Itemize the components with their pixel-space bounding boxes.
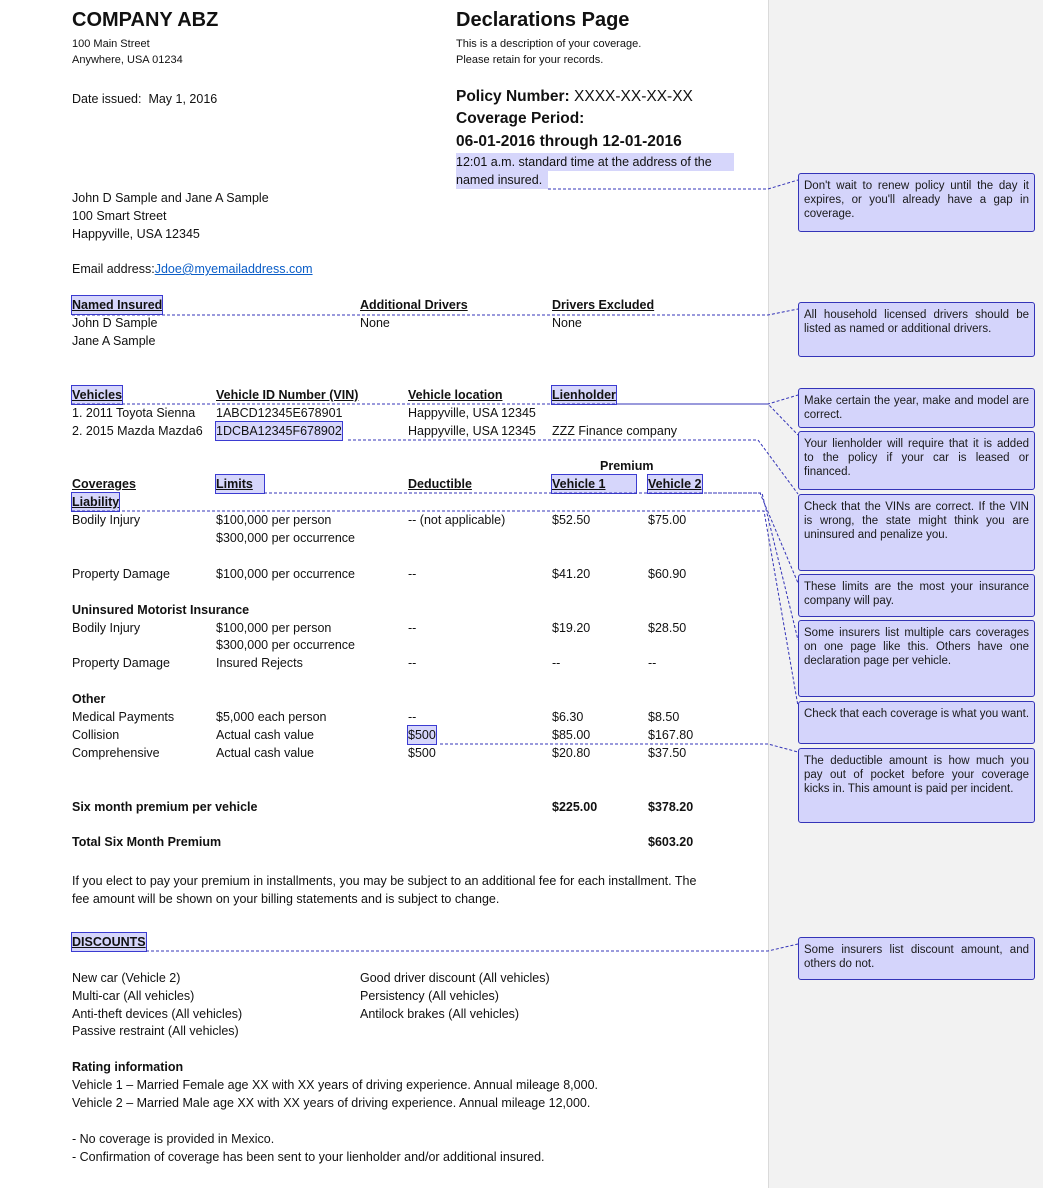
um-property-v2: -- <box>648 656 657 670</box>
collision-limit1: Actual cash value <box>216 728 314 742</box>
bodily-injury-v1: $52.50 <box>552 513 591 527</box>
comprehensive-deductible: $500 <box>408 746 436 760</box>
liability-label: Liability <box>72 495 120 509</box>
vehicle-1-location: Happyville, USA 12345 <box>408 406 536 420</box>
vin-header: Vehicle ID Number (VIN) <box>216 388 359 402</box>
vehicle-1-header: Vehicle 1 <box>552 475 636 493</box>
discount-passive-restraint: Passive restraint (All vehicles) <box>72 1024 239 1038</box>
six-month-v1: $225.00 <box>552 800 598 814</box>
premium-label: Premium <box>600 459 654 473</box>
email-link[interactable]: Jdoe@myemailaddress.com <box>154 262 313 276</box>
collision-name: Collision <box>72 728 120 742</box>
uninsured-label: Uninsured Motorist Insurance <box>72 603 250 617</box>
comment-household-drivers: All household licensed drivers should be listed as named or additional drivers. <box>798 302 1035 357</box>
comment-year-make-model: Make certain the year, make and model are correct. <box>798 388 1035 428</box>
vehicle-2-lienholder: ZZZ Finance company <box>552 424 678 438</box>
property-damage-deductible: -- <box>408 567 417 581</box>
six-month-v2: $378.20 <box>648 800 694 814</box>
medical-v1: $6.30 <box>552 710 584 724</box>
bodily-injury-limit2: $300,000 per occurrence <box>216 531 355 545</box>
additional-drivers-header: Additional Drivers <box>360 298 468 312</box>
policy-number-label: Policy Number: <box>456 88 570 105</box>
comprehensive-limit1: Actual cash value <box>216 746 314 760</box>
medical-name: Medical Payments <box>72 710 175 724</box>
medical-deductible: -- <box>408 710 417 724</box>
vehicle-2-header: Vehicle 2 <box>648 477 702 491</box>
bodily-injury-deductible: -- (not applicable) <box>408 513 506 527</box>
page-title: Declarations Page <box>456 9 630 31</box>
property-damage-limit1: $100,000 per occurrence <box>216 567 355 581</box>
lienholder-header: Lienholder <box>552 388 616 402</box>
medical-limit1: $5,000 each person <box>216 710 327 724</box>
property-damage-v1: $41.20 <box>552 567 591 581</box>
discount-persistency: Persistency (All vehicles) <box>360 989 499 1003</box>
vehicle-2-name: 2. 2015 Mazda Mazda6 <box>72 424 203 438</box>
discount-new-car: New car (Vehicle 2) <box>72 971 181 985</box>
um-bodily-v2: $28.50 <box>648 621 687 635</box>
collision-deductible: $500 <box>408 728 436 742</box>
rating-header: Rating information <box>72 1060 184 1074</box>
company-address-line1: 100 Main Street <box>72 38 150 50</box>
insured-names: John D Sample and Jane A Sample <box>72 191 269 205</box>
policy-number-value: XXXX-XX-XX-XX <box>574 88 693 105</box>
note-confirmation: - Confirmation of coverage has been sent to your lienholder and/or additional insured. <box>72 1150 545 1164</box>
vehicle-1-vin: 1ABCD12345E678901 <box>216 406 343 420</box>
vehicles-header: Vehicles <box>72 388 123 402</box>
drivers-excluded-value: None <box>552 316 582 330</box>
vehicle-2-vin: 1DCBA12345F678902 <box>216 424 342 438</box>
medical-v2: $8.50 <box>648 710 680 724</box>
total-value: $603.20 <box>648 835 694 849</box>
comprehensive-name: Comprehensive <box>72 746 160 760</box>
um-bodily-limit1: $100,000 per person <box>216 621 332 635</box>
comment-lienholder: Your lienholder will require that it is added to the policy if your car is leased or financed. <box>798 431 1035 490</box>
vehicle-1-name: 1. 2011 Toyota Sienna <box>72 406 196 420</box>
time-note-line1: 12:01 a.m. standard time at the address of the <box>456 153 734 171</box>
comment-renew-policy: Don't wait to renew policy until the day it expires, or you'll already have a gap in coverage. <box>798 173 1035 232</box>
um-property-limit1: Insured Rejects <box>216 656 303 670</box>
total-label: Total Six Month Premium <box>72 835 222 849</box>
description-line2: Please retain for your records. <box>456 54 604 66</box>
date-issued-label: Date issued: <box>72 92 142 106</box>
email-label: Email address: <box>72 262 155 276</box>
discount-antilock: Antilock brakes (All vehicles) <box>360 1007 520 1021</box>
named-insured-2: Jane A Sample <box>72 334 156 348</box>
comment-coverage-check: Check that each coverage is what you want. <box>798 701 1035 744</box>
description-line1: This is a description of your coverage. <box>456 38 642 50</box>
comment-discounts: Some insurers list discount amount, and others do not. <box>798 937 1035 980</box>
company-address-line2: Anywhere, USA 01234 <box>72 54 183 66</box>
rating-line2: Vehicle 2 – Married Male age XX with XX years of driving experience. Annual mileage 12,000. <box>72 1096 591 1110</box>
collision-v1: $85.00 <box>552 728 591 742</box>
company-name: COMPANY ABZ <box>72 9 219 31</box>
discount-anti-theft: Anti-theft devices (All vehicles) <box>72 1007 243 1021</box>
um-property-name: Property Damage <box>72 656 170 670</box>
um-bodily-v1: $19.20 <box>552 621 591 635</box>
time-note-line2: named insured. <box>456 171 548 189</box>
date-issued <box>72 90 217 108</box>
comprehensive-v1: $20.80 <box>552 746 591 760</box>
date-issued-value: May 1, 2016 <box>148 92 218 106</box>
bodily-injury-limit1: $100,000 per person <box>216 513 332 527</box>
named-insured-header: Named Insured <box>72 298 163 312</box>
policy-number <box>456 86 693 108</box>
bodily-injury-v2: $75.00 <box>648 513 687 527</box>
comprehensive-v2: $37.50 <box>648 746 687 760</box>
um-bodily-name: Bodily Injury <box>72 621 141 635</box>
comment-deductible: The deductible amount is how much you pay out of pocket before your coverage kicks in. This amount is paid per incident. <box>798 748 1035 823</box>
discount-multi-car: Multi-car (All vehicles) <box>72 989 195 1003</box>
property-damage-name: Property Damage <box>72 567 170 581</box>
drivers-excluded-header: Drivers Excluded <box>552 298 655 312</box>
installment-note-line1: If you elect to pay your premium in installments, you may be subject to an additional fee for each installment. The <box>72 874 697 888</box>
deductible-header: Deductible <box>408 477 472 491</box>
um-bodily-deductible: -- <box>408 621 417 635</box>
note-mexico: - No coverage is provided in Mexico. <box>72 1132 275 1146</box>
discount-good-driver: Good driver discount (All vehicles) <box>360 971 550 985</box>
vehicle-location-header: Vehicle location <box>408 388 503 402</box>
named-insured-1: John D Sample <box>72 316 158 330</box>
bodily-injury-name: Bodily Injury <box>72 513 141 527</box>
coverage-period-value: 06-01-2016 through 12-01-2016 <box>456 133 682 150</box>
installment-note-line2: fee amount will be shown on your billing statements and is subject to change. <box>72 892 500 906</box>
insured-street: 100 Smart Street <box>72 209 167 223</box>
additional-drivers-value: None <box>360 316 390 330</box>
insured-city: Happyville, USA 12345 <box>72 227 200 241</box>
coverage-period-label: Coverage Period: <box>456 110 585 127</box>
vehicle-2-location: Happyville, USA 12345 <box>408 424 536 438</box>
property-damage-v2: $60.90 <box>648 567 687 581</box>
collision-v2: $167.80 <box>648 728 694 742</box>
um-bodily-limit2: $300,000 per occurrence <box>216 638 355 652</box>
comment-limits: These limits are the most your insurance company will pay. <box>798 574 1035 617</box>
discounts-header: DISCOUNTS <box>72 935 146 949</box>
other-label: Other <box>72 692 106 706</box>
comment-multiple-cars: Some insurers list multiple cars coverages on one page like this. Others have one declaration page per vehicle. <box>798 620 1035 697</box>
um-property-v1: -- <box>552 656 561 670</box>
coverages-header: Coverages <box>72 477 136 491</box>
email-row <box>72 260 313 278</box>
rating-line1: Vehicle 1 – Married Female age XX with XX years of driving experience. Annual mileage 8,000. <box>72 1078 598 1092</box>
six-month-label: Six month premium per vehicle <box>72 800 258 814</box>
um-property-deductible: -- <box>408 656 417 670</box>
limits-header: Limits <box>216 475 264 493</box>
comment-vin-check: Check that the VINs are correct. If the VIN is wrong, the state might think you are uninsured and penalize you. <box>798 494 1035 571</box>
